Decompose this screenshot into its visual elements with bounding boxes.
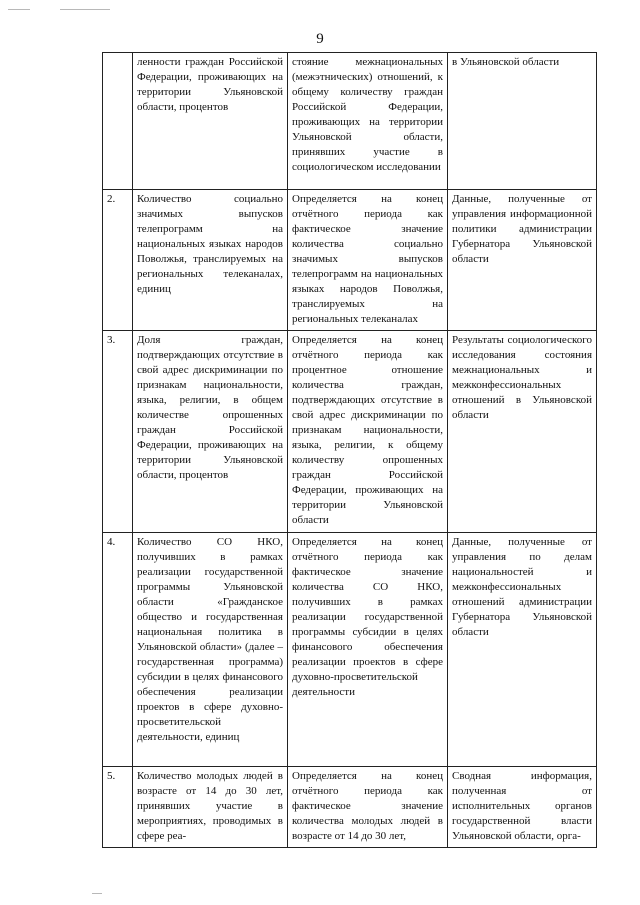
- table-row: [103, 767, 597, 848]
- page-number: 9: [316, 31, 324, 47]
- row-number: [103, 53, 133, 190]
- row-number: 2.: [103, 190, 133, 331]
- data-source-cell: Данные, полученные от управления информационной политики администрации Губернатора Ульяновской области: [448, 190, 597, 331]
- indicator-cell: Доля граждан, подтверждающих отсутствие в свой адрес дискриминации по признакам национальности, языка, религии, в общем количестве опрошенных граждан Российской Федерации, проживающих на территории Ульяновской области, процентов: [133, 331, 288, 533]
- scan-artifact-top-left-2: [60, 9, 110, 10]
- row-number: 5.: [103, 767, 133, 848]
- table-row: [103, 331, 597, 533]
- indicator-cell: Количество СО НКО, получивших в рамках реализации государственной программы Ульяновской области «Гражданское общество и государственная национальная политика в Ульяновской области» (далее – государственная программа) субсидии в целях финансового обеспечения реализации проектов в сфере духовно-просветительской деятельности, единиц: [133, 533, 288, 767]
- data-source-cell: Данные, полученные от управления по делам национальностей и межконфессиональных отношений администрации Губернатора Ульяновской области: [448, 533, 597, 767]
- table-row: [103, 533, 597, 767]
- indicators-table: [102, 52, 597, 848]
- row-number: 4.: [103, 533, 133, 767]
- scan-artifact-bottom-left: [92, 893, 102, 894]
- scan-artifact-top-left: [8, 9, 30, 10]
- calculation-method-cell: Определяется на конец отчётного периода как фактическое значение количества молодых людей в возрасте от 14 до 30 лет,: [288, 767, 448, 848]
- indicator-cell: Количество молодых людей в возрасте от 14 до 30 лет, принявших участие в мероприятиях, проводимых в сфере реа-: [133, 767, 288, 848]
- calculation-method-cell: Определяется на конец отчётного периода как фактическое значение количества социально значимых выпусков телепрограмм на национальных языках народов Поволжья, транслируемых на региональных телеканалах: [288, 190, 448, 331]
- data-source-cell: в Ульяновской области: [448, 53, 597, 190]
- calculation-method-cell: Определяется на конец отчётного периода как процентное отношение количества граждан, подтверждающих отсутствие в свой адрес дискриминации по признакам национальности, языка, религии, к общему количеству опрошенных граждан Российской Федерации, проживающих на территории Ульяновской области: [288, 331, 448, 533]
- row-number: 3.: [103, 331, 133, 533]
- data-source-cell: Сводная информация, полученная от исполнительных органов государственной власти Ульяновской области, орга-: [448, 767, 597, 848]
- indicator-cell: Количество социально значимых выпусков телепрограмм на национальных языках народов Поволжья, транслируемых на региональных телеканалах, единиц: [133, 190, 288, 331]
- table-row: [103, 53, 597, 190]
- data-source-cell: Результаты социологического исследования состояния межнациональных и межконфессиональных отношений в Ульяновской области: [448, 331, 597, 533]
- indicator-cell: ленности граждан Российской Федерации, проживающих на территории Ульяновской области, процентов: [133, 53, 288, 190]
- calculation-method-cell: стояние межнациональных (межэтнических) отношений, к общему количеству граждан Российской Федерации, проживающих на территории Ульяновской области, принявших участие в социологическом исследовании: [288, 53, 448, 190]
- calculation-method-cell: Определяется на конец отчётного периода как фактическое значение количества СО НКО, получивших в рамках реализации государственной программы субсидии в целях финансового обеспечения реализации проектов в сфере духовно-просветительской деятельности: [288, 533, 448, 767]
- table-row: [103, 190, 597, 331]
